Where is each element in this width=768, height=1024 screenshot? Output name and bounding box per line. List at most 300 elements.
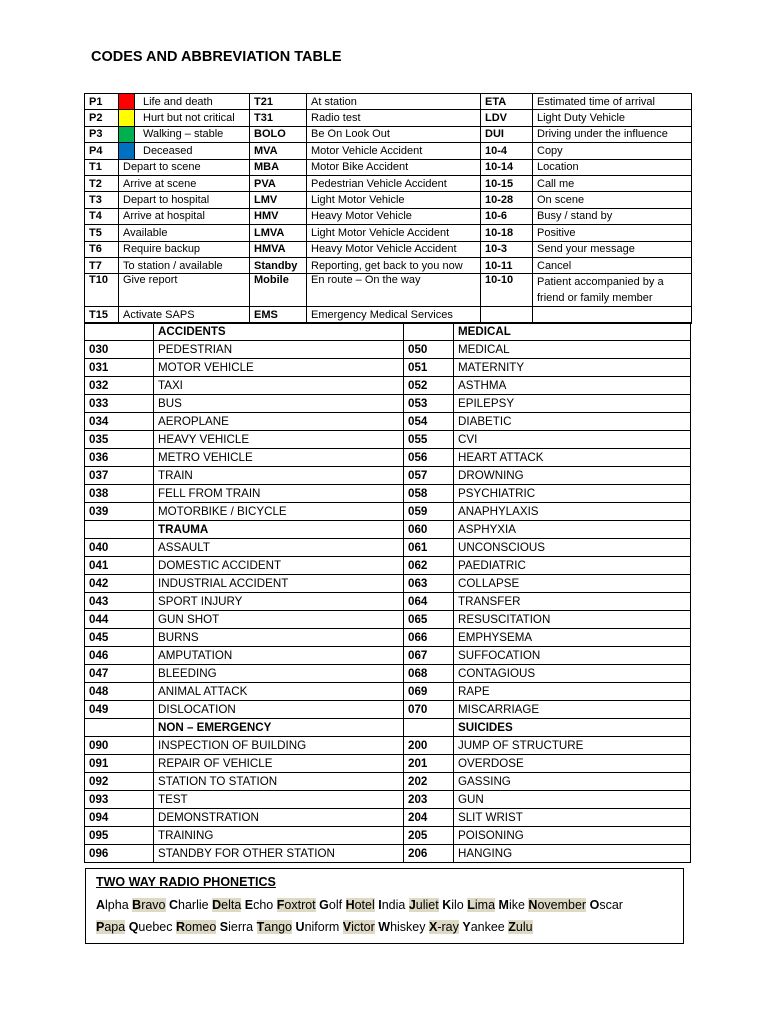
code-description: Depart to scene (119, 159, 250, 175)
phonetic-initial: B (132, 898, 142, 912)
incident-code: 039 (85, 503, 154, 521)
incident-description: ASSAULT (154, 539, 404, 557)
incident-code: 040 (85, 539, 154, 557)
phonetic-word (257, 920, 292, 934)
code-description: Pedestrian Vehicle Accident (307, 175, 481, 191)
phonetic-word (296, 920, 340, 934)
phonetic-word (176, 920, 216, 934)
incident-row (85, 503, 691, 521)
priority-color-swatch (119, 126, 135, 142)
incident-description: HANGING (454, 845, 691, 863)
phonetic-rest: ima (474, 898, 496, 912)
phonetic-initial: P (96, 920, 105, 934)
code-cell: T21 (250, 94, 307, 110)
incident-code: 035 (85, 431, 154, 449)
code-description: Estimated time of arrival (533, 94, 692, 110)
incident-code: 094 (85, 809, 154, 827)
phonetic-rest: lpha (105, 898, 129, 912)
code-cell: 10-10 (481, 274, 533, 307)
phonetic-rest: ilo (451, 898, 464, 912)
code-description: Heavy Motor Vehicle (307, 208, 481, 224)
phonetic-rest: scar (599, 898, 623, 912)
incident-description: MISCARRIAGE (454, 701, 691, 719)
priority-color-swatch (119, 143, 135, 159)
incident-description: OVERDOSE (454, 755, 691, 773)
incident-code: 057 (404, 467, 454, 485)
code-cell: MVA (250, 143, 307, 159)
code-row (85, 257, 692, 273)
code-row (85, 143, 692, 159)
code-row (85, 175, 692, 191)
phonetics-line (96, 894, 683, 916)
code-cell: LDV (481, 110, 533, 126)
phonetic-rest: harlie (178, 898, 209, 912)
phonetic-word (467, 898, 495, 912)
phonetic-initial: N (528, 898, 538, 912)
code-description (533, 307, 692, 323)
incident-code (85, 521, 154, 539)
incident-description: UNCONSCIOUS (454, 539, 691, 557)
code-cell: T5 (85, 225, 119, 241)
phonetic-rest: hiskey (390, 920, 426, 934)
incident-code: 051 (404, 359, 454, 377)
incident-code: 032 (85, 377, 154, 395)
phonetic-word (462, 920, 504, 934)
incident-row (85, 755, 691, 773)
incident-description: MOTORBIKE / BICYCLE (154, 503, 404, 521)
code-cell: 10-4 (481, 143, 533, 159)
incident-description: DIABETIC (454, 413, 691, 431)
phonetic-initial: Y (462, 920, 471, 934)
phonetic-initial: K (442, 898, 452, 912)
phonetic-rest: oxtrot (284, 898, 316, 912)
phonetic-rest: ango (264, 920, 293, 934)
phonetic-initial: X (428, 920, 438, 934)
incident-description: BLEEDING (154, 665, 404, 683)
code-cell: PVA (250, 175, 307, 191)
incident-code: 042 (85, 575, 154, 593)
phonetic-initial: Z (508, 920, 516, 934)
code-cell: DUI (481, 126, 533, 142)
code-cell: Standby (250, 257, 307, 273)
incident-description: POISONING (454, 827, 691, 845)
phonetic-initial: V (342, 920, 352, 934)
incident-description: SLIT WRIST (454, 809, 691, 827)
incident-description: DEMONSTRATION (154, 809, 404, 827)
incident-code: 096 (85, 845, 154, 863)
code-cell: 10-6 (481, 208, 533, 224)
incident-description: PEDESTRIAN (154, 341, 404, 359)
phonetic-initial: F (276, 898, 285, 912)
incident-code: 066 (404, 629, 454, 647)
phonetic-word (508, 920, 532, 934)
code-description: Location (533, 159, 692, 175)
code-cell: T7 (85, 257, 119, 273)
code-cell (481, 307, 533, 323)
incident-row (85, 359, 691, 377)
phonetic-word (96, 920, 125, 934)
code-cell: HMVA (250, 241, 307, 257)
incident-code: 034 (85, 413, 154, 431)
phonetic-rest: elta (221, 898, 242, 912)
incident-code: 048 (85, 683, 154, 701)
phonetic-rest: ovember (537, 898, 587, 912)
phonetic-word (378, 920, 425, 934)
phonetic-word (319, 898, 342, 912)
code-description: Radio test (307, 110, 481, 126)
incident-description: DROWNING (454, 467, 691, 485)
incident-code: 061 (404, 539, 454, 557)
incident-code: 056 (404, 449, 454, 467)
phonetic-word (590, 898, 623, 912)
incident-code: 054 (404, 413, 454, 431)
incident-row (85, 719, 691, 737)
code-cell: T3 (85, 192, 119, 208)
category-header: NON – EMERGENCY (154, 719, 404, 737)
incident-description: AMPUTATION (154, 647, 404, 665)
phonetics-line (96, 916, 683, 938)
incident-description: COLLAPSE (454, 575, 691, 593)
code-description: Patient accompanied by a friend or family member (533, 274, 692, 307)
code-description: Motor Vehicle Accident (307, 143, 481, 159)
phonetic-rest: omeo (185, 920, 217, 934)
phonetic-word (277, 898, 316, 912)
phonetic-word (129, 920, 173, 934)
code-description: Driving under the influence (533, 126, 692, 142)
incident-code: 050 (404, 341, 454, 359)
code-row (85, 208, 692, 224)
incident-description: GUN (454, 791, 691, 809)
code-cell: LMV (250, 192, 307, 208)
phonetic-initial: J (408, 898, 416, 912)
incident-row (85, 683, 691, 701)
incident-row (85, 701, 691, 719)
incident-code (85, 323, 154, 341)
code-cell: P3 (85, 126, 119, 142)
code-cell: 10-18 (481, 225, 533, 241)
code-cell: BOLO (250, 126, 307, 142)
codes-table (84, 93, 692, 324)
code-cell: ETA (481, 94, 533, 110)
code-description: Available (119, 225, 250, 241)
phonetic-rest: uliet (415, 898, 439, 912)
code-description: Copy (533, 143, 692, 159)
phonetic-rest: niform (304, 920, 340, 934)
incident-code: 046 (85, 647, 154, 665)
incident-description: CONTAGIOUS (454, 665, 691, 683)
incident-description: RESUSCITATION (454, 611, 691, 629)
code-description: Heavy Motor Vehicle Accident (307, 241, 481, 257)
incident-code (85, 719, 154, 737)
incident-description: HEART ATTACK (454, 449, 691, 467)
incident-code: 200 (404, 737, 454, 755)
code-description: Arrive at hospital (119, 208, 250, 224)
incident-description: BUS (154, 395, 404, 413)
incident-row (85, 323, 691, 341)
incident-code: 062 (404, 557, 454, 575)
code-cell: HMV (250, 208, 307, 224)
incident-code: 202 (404, 773, 454, 791)
incident-row (85, 791, 691, 809)
code-cell: 10-11 (481, 257, 533, 273)
phonetic-rest: -ray (437, 920, 459, 934)
code-cell: T31 (250, 110, 307, 126)
code-cell: T15 (85, 307, 119, 323)
code-description: On scene (533, 192, 692, 208)
phonetic-initial: E (244, 898, 254, 912)
incident-description: DISLOCATION (154, 701, 404, 719)
code-description: Depart to hospital (119, 192, 250, 208)
code-description: Cancel (533, 257, 692, 273)
incident-code: 045 (85, 629, 154, 647)
code-description: Life and death (135, 94, 250, 110)
code-description: At station (307, 94, 481, 110)
incident-description: BURNS (154, 629, 404, 647)
phonetic-word (442, 898, 464, 912)
code-description: Positive (533, 225, 692, 241)
phonetic-word (220, 920, 253, 934)
code-row (85, 159, 692, 175)
code-cell: T1 (85, 159, 119, 175)
phonetic-word (212, 898, 241, 912)
phonetic-rest: olf (328, 898, 343, 912)
radio-phonetics-title: TWO WAY RADIO PHONETICS (96, 875, 276, 889)
incident-description: STATION TO STATION (154, 773, 404, 791)
incident-code: 052 (404, 377, 454, 395)
code-description: Busy / stand by (533, 208, 692, 224)
phonetic-word (346, 898, 375, 912)
phonetic-initial: L (467, 898, 475, 912)
code-description: Deceased (135, 143, 250, 159)
code-cell: 10-14 (481, 159, 533, 175)
incident-description: TRAINING (154, 827, 404, 845)
phonetic-initial: O (589, 898, 600, 912)
incident-code: 043 (85, 593, 154, 611)
code-row (85, 126, 692, 142)
incident-code: 067 (404, 647, 454, 665)
incident-row (85, 665, 691, 683)
code-description: En route – On the way (307, 274, 481, 307)
phonetic-initial: Q (128, 920, 139, 934)
code-description: To station / available (119, 257, 250, 273)
incident-code: 206 (404, 845, 454, 863)
code-cell: LMVA (250, 225, 307, 241)
incident-code: 059 (404, 503, 454, 521)
incident-description: ANAPHYLAXIS (454, 503, 691, 521)
incident-row (85, 773, 691, 791)
incident-code: 201 (404, 755, 454, 773)
incident-description: INSPECTION OF BUILDING (154, 737, 404, 755)
incident-row (85, 467, 691, 485)
category-header: MEDICAL (454, 323, 691, 341)
incident-row (85, 377, 691, 395)
phonetic-word (245, 898, 274, 912)
incident-code: 091 (85, 755, 154, 773)
phonetic-word (343, 920, 375, 934)
code-description: Activate SAPS (119, 307, 250, 323)
priority-color-swatch (119, 94, 135, 110)
phonetic-word (409, 898, 439, 912)
incident-description: SUFFOCATION (454, 647, 691, 665)
code-cell: P1 (85, 94, 119, 110)
incident-row (85, 827, 691, 845)
incident-row (85, 485, 691, 503)
category-header: SUICIDES (454, 719, 691, 737)
incident-code: 049 (85, 701, 154, 719)
incident-description: MEDICAL (454, 341, 691, 359)
code-description: Emergency Medical Services (307, 307, 481, 323)
incident-description: TRAIN (154, 467, 404, 485)
code-row (85, 225, 692, 241)
incident-description: INDUSTRIAL ACCIDENT (154, 575, 404, 593)
incident-row (85, 395, 691, 413)
phonetic-word (96, 898, 129, 912)
incident-description: REPAIR OF VEHICLE (154, 755, 404, 773)
incident-code: 038 (85, 485, 154, 503)
incident-description: GASSING (454, 773, 691, 791)
code-cell: 10-15 (481, 175, 533, 191)
phonetic-rest: apa (104, 920, 126, 934)
phonetic-initial: I (378, 898, 382, 912)
incident-row (85, 845, 691, 863)
code-cell: 10-28 (481, 192, 533, 208)
incident-row (85, 431, 691, 449)
incident-code: 090 (85, 737, 154, 755)
incident-description: PSYCHIATRIC (454, 485, 691, 503)
incident-description: SPORT INJURY (154, 593, 404, 611)
incident-code: 060 (404, 521, 454, 539)
incident-code: 069 (404, 683, 454, 701)
code-cell: Mobile (250, 274, 307, 307)
phonetic-initial: W (378, 920, 391, 934)
phonetic-word (169, 898, 209, 912)
code-description: Arrive at scene (119, 175, 250, 191)
code-cell: MBA (250, 159, 307, 175)
incident-description: STANDBY FOR OTHER STATION (154, 845, 404, 863)
incident-code: 030 (85, 341, 154, 359)
incident-description: TRANSFER (454, 593, 691, 611)
phonetic-rest: ierra (228, 920, 254, 934)
incident-code: 204 (404, 809, 454, 827)
phonetic-initial: R (175, 920, 185, 934)
code-description: Reporting, get back to you now (307, 257, 481, 273)
incident-description: TEST (154, 791, 404, 809)
incident-code: 070 (404, 701, 454, 719)
incident-row (85, 557, 691, 575)
category-header: ACCIDENTS (154, 323, 404, 341)
incident-row (85, 341, 691, 359)
phonetic-initial: U (295, 920, 305, 934)
incident-codes-table (84, 322, 691, 863)
radio-phonetics-box (85, 868, 684, 944)
phonetic-rest: ike (508, 898, 525, 912)
incident-row (85, 737, 691, 755)
phonetic-initial: S (219, 920, 229, 934)
phonetic-rest: otel (354, 898, 375, 912)
code-row (85, 192, 692, 208)
phonetic-rest: ictor (351, 920, 375, 934)
incident-row (85, 413, 691, 431)
incident-row (85, 809, 691, 827)
incident-description: HEAVY VEHICLE (154, 431, 404, 449)
incident-code: 058 (404, 485, 454, 503)
incident-description: GUN SHOT (154, 611, 404, 629)
incident-row (85, 449, 691, 467)
incident-code: 033 (85, 395, 154, 413)
incident-code: 095 (85, 827, 154, 845)
code-description: Light Motor Vehicle (307, 192, 481, 208)
priority-color-swatch (119, 110, 135, 126)
phonetic-initial: A (96, 898, 106, 912)
code-description: Be On Look Out (307, 126, 481, 142)
code-description: Send your message (533, 241, 692, 257)
phonetic-initial: M (498, 898, 509, 912)
page-title: CODES AND ABBREVIATION TABLE (91, 49, 342, 65)
code-cell: T6 (85, 241, 119, 257)
incident-code: 036 (85, 449, 154, 467)
incident-description: RAPE (454, 683, 691, 701)
code-description: Light Duty Vehicle (533, 110, 692, 126)
incident-code: 047 (85, 665, 154, 683)
incident-code: 093 (85, 791, 154, 809)
incident-code: 041 (85, 557, 154, 575)
incident-row (85, 647, 691, 665)
phonetic-initial: G (319, 898, 329, 912)
code-cell: P2 (85, 110, 119, 126)
code-row (85, 94, 692, 110)
incident-description: ASTHMA (454, 377, 691, 395)
phonetic-rest: cho (253, 898, 274, 912)
incident-code: 037 (85, 467, 154, 485)
code-description: Call me (533, 175, 692, 191)
phonetic-initial: C (169, 898, 179, 912)
code-cell: P4 (85, 143, 119, 159)
code-description: Walking – stable (135, 126, 250, 142)
incident-row (85, 521, 691, 539)
phonetic-initial: T (256, 920, 265, 934)
incident-code: 044 (85, 611, 154, 629)
code-row (85, 241, 692, 257)
phonetic-word (429, 920, 459, 934)
code-cell: EMS (250, 307, 307, 323)
incident-description: AEROPLANE (154, 413, 404, 431)
incident-code: 064 (404, 593, 454, 611)
incident-code: 055 (404, 431, 454, 449)
code-row (85, 110, 692, 126)
phonetic-rest: uebec (138, 920, 173, 934)
incident-description: JUMP OF STRUCTURE (454, 737, 691, 755)
code-description: Light Motor Vehicle Accident (307, 225, 481, 241)
incident-description: ANIMAL ATTACK (154, 683, 404, 701)
phonetic-rest: ndia (381, 898, 406, 912)
incident-code: 092 (85, 773, 154, 791)
incident-description: FELL FROM TRAIN (154, 485, 404, 503)
incident-code: 065 (404, 611, 454, 629)
incident-row (85, 593, 691, 611)
incident-code: 063 (404, 575, 454, 593)
incident-description: CVI (454, 431, 691, 449)
incident-description: PAEDIATRIC (454, 557, 691, 575)
code-description: Hurt but not critical (135, 110, 250, 126)
phonetic-rest: ankee (470, 920, 505, 934)
code-description: Require backup (119, 241, 250, 257)
phonetic-initial: H (345, 898, 355, 912)
category-header: TRAUMA (154, 521, 404, 539)
code-description: Give report (119, 274, 250, 307)
phonetic-word (528, 898, 586, 912)
code-cell: 10-3 (481, 241, 533, 257)
code-cell: T2 (85, 175, 119, 191)
